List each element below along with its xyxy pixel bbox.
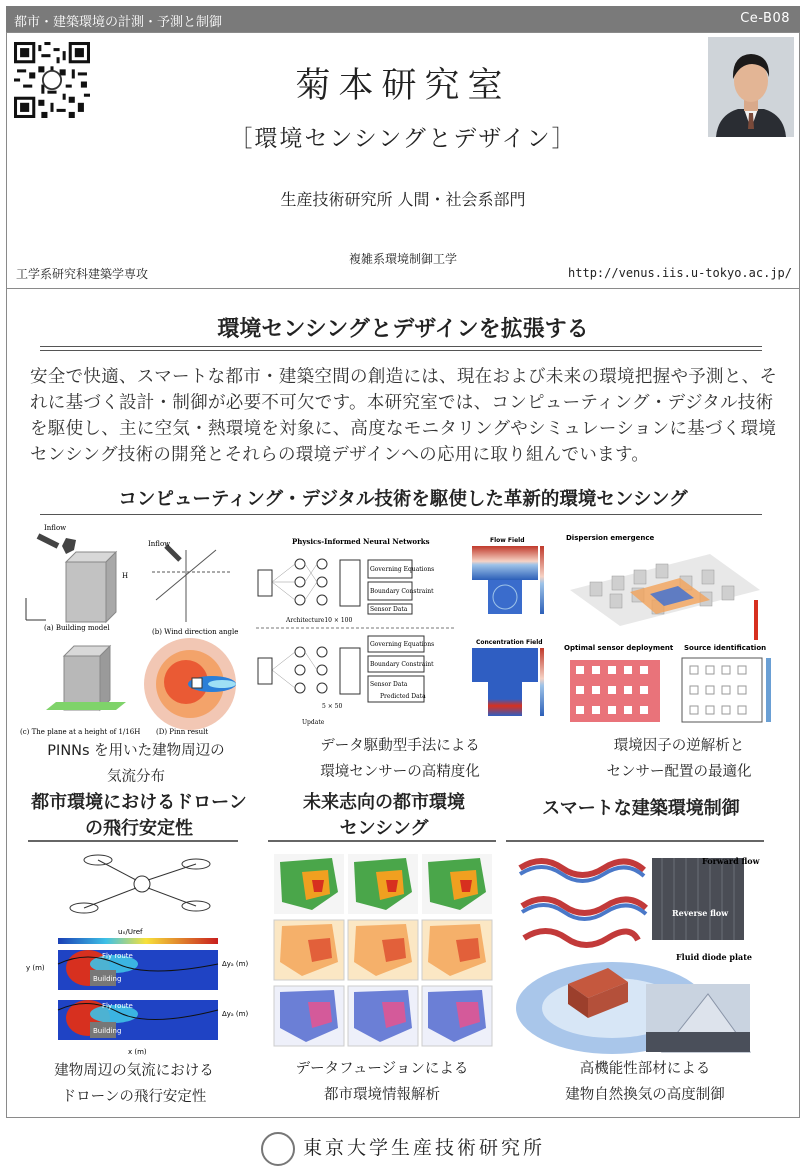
lab-url-link[interactable]: http://venus.iis.u-tokyo.ac.jp/: [568, 266, 792, 280]
urban-section-line2: センシング: [339, 818, 429, 839]
smart-section-title: スマートな建築環境制御: [542, 798, 740, 819]
panel-c-label: (c) The plane at a height of 1/16H: [20, 728, 141, 736]
drone-caption-line2: ドローンの飛行安定性: [61, 1089, 207, 1105]
drone-section-rule: [28, 840, 238, 842]
lab-subtitle: ［環境センシングとデザイン］: [229, 126, 577, 152]
colorbar-label: uₓ/Uref: [118, 928, 143, 936]
title-rule-top: [40, 346, 762, 347]
top-bar: [6, 6, 800, 32]
flow-field-title: Flow Field: [490, 537, 525, 544]
panel-a-label: (a) Building model: [44, 624, 110, 632]
title-rule-bottom: [40, 350, 762, 351]
smart-caption: [520, 1056, 770, 1108]
dispersion-caption-line2: センサー配置の最適化: [606, 764, 752, 780]
reverse-flow-label: Reverse flow: [672, 908, 729, 918]
section-title: コンピューティング・デジタル技術を駆使した革新的環境センシング: [118, 489, 688, 510]
network-caption-line1: データ駆動型手法による: [320, 738, 480, 754]
urban-caption-line1: データフュージョンによる: [295, 1061, 469, 1077]
footer: [0, 1132, 806, 1166]
pinn-caption-line1: PINNs を用いた建物周辺の: [47, 743, 225, 759]
dispersion-figure: [560, 530, 794, 730]
arch2-label: 5 × 50: [322, 703, 343, 710]
sensor-label-2: Sensor Data: [370, 681, 408, 688]
dy-label: Δyₐ (m): [222, 960, 249, 968]
panel-d-label: (D) Pinn result: [156, 728, 209, 736]
sensor-label: Sensor Data: [370, 606, 408, 613]
main-title: 環境センシングとデザインを拡張する: [217, 317, 589, 342]
drone-section-title: [16, 790, 262, 842]
update-label: Update: [302, 719, 325, 726]
network-diagram: [256, 530, 456, 730]
smart-caption-line1: 高機能性部材による: [579, 1061, 711, 1077]
pinn-caption-line2: 気流分布: [107, 769, 165, 785]
intro-paragraph: 安全で快適、スマートな都市・建築空間の創造には、現在および未来の環境把握や予測と、それに基づく設計・制御が必要不可欠です。本研究室では、コンピューティング・デジタル技術を駆使し、主に空気・熱環境を対象に、高度なモニタリングやシミュレーションに基づく環境センシング技術の開発とそれらの環境デザインへの応用に取り組んでいます。: [30, 367, 778, 465]
predicted-label: Predicted Data: [380, 693, 426, 700]
research-group: 複雑系環境制御工学: [348, 252, 457, 266]
pinn-caption: [16, 738, 256, 790]
drone-section-line1: 都市環境におけるドローン: [31, 792, 247, 813]
smart-caption-line2: 建物自然換気の高度制御: [565, 1087, 725, 1103]
institute-department: 生産技術研究所 人間・社会系部門: [280, 190, 526, 209]
network-caption: [290, 733, 510, 785]
boundary-label: Boundary Constraint: [370, 588, 434, 595]
x-axis-label: x (m): [128, 1048, 147, 1056]
building-label-2: Building: [93, 1027, 122, 1035]
smart-building-figure: [512, 848, 792, 1056]
lab-name: 菊本研究室: [295, 66, 511, 106]
graduate-department: 工学系研究科建築学専攻: [16, 267, 149, 281]
footer-institution: 東京大学生産技術研究所: [302, 1137, 545, 1159]
dy-label-2: Δyₐ (m): [222, 1010, 249, 1018]
panel-b-label: (b) Wind direction angle: [152, 628, 239, 636]
fly-route-label: Fly route: [102, 952, 133, 960]
building-label: Building: [93, 975, 122, 983]
fly-route-label-2: Fly route: [102, 1002, 133, 1010]
dispersion-title: Dispersion emergence: [566, 534, 655, 542]
dispersion-caption: [564, 733, 794, 785]
inflow-label: Inflow: [44, 524, 67, 532]
smart-section-rule: [506, 840, 764, 842]
dispersion-caption-line1: 環境因子の逆解析と: [613, 738, 745, 754]
governing-label: Governing Equations: [370, 566, 435, 573]
poster-code: Ce-B08: [740, 11, 790, 26]
urban-caption: [268, 1056, 496, 1108]
pinn-building-figure: [16, 520, 256, 736]
inflow-label-b: Inflow: [148, 540, 171, 548]
concentration-field-title: Concentration Field: [476, 639, 543, 646]
governing-label-2: Governing Equations: [370, 641, 435, 648]
field-plots: [458, 534, 558, 734]
drone-figure: [18, 846, 258, 1056]
section-rule: [40, 514, 762, 515]
urban-caption-line2: 都市環境情報解析: [324, 1087, 440, 1103]
sensor-deploy-title: Optimal sensor deployment: [564, 644, 674, 652]
urban-section-rule: [268, 840, 496, 842]
urban-section-title: [266, 790, 502, 842]
urban-section-line1: 未来志向の都市環境: [303, 792, 465, 813]
urban-map-grid: [272, 852, 496, 1048]
drone-caption-line1: 建物周辺の気流における: [54, 1063, 214, 1079]
svg-text:H: H: [122, 572, 129, 580]
category-label: 都市・建築環境の計測・予測と制御: [14, 15, 223, 30]
fluid-diode-label: Fluid diode plate: [676, 952, 752, 962]
source-id-title: Source identification: [684, 644, 767, 652]
university-seal-icon: [261, 1132, 295, 1166]
boundary-label-2: Boundary Constraint: [370, 661, 434, 668]
network-arch1: Architecture10 × 100: [286, 617, 353, 624]
drone-section-line2: の飛行安定性: [85, 818, 193, 839]
y-axis-label: y (m): [26, 964, 45, 972]
forward-flow-label: Forward flow: [702, 856, 760, 866]
network-title: Physics-Informed Neural Networks: [292, 537, 430, 546]
drone-caption: [16, 1058, 252, 1110]
network-caption-line2: 環境センサーの高精度化: [320, 764, 480, 780]
